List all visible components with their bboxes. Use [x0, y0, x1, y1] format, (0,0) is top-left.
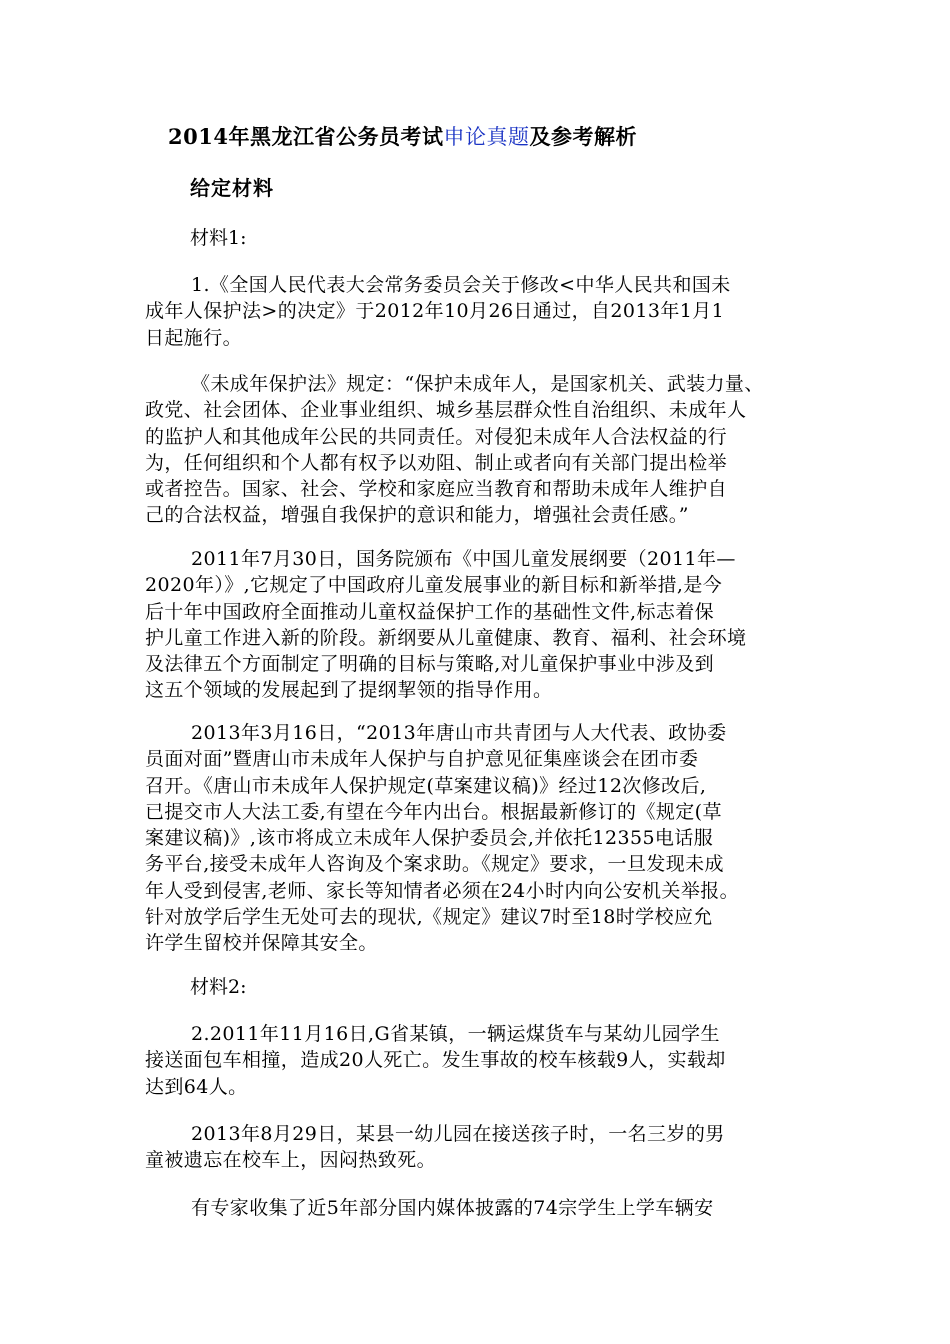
paragraph-line: 1.《全国人民代表大会常务委员会关于修改<中华人民共和国未 — [191, 274, 731, 296]
paragraph-line: 《未成年保护法》规定：“保护未成年人，是国家机关、武装力量、 — [191, 373, 764, 395]
paragraph-line: 的监护人和其他成年公民的共同责任。对侵犯未成年人合法权益的行 — [145, 425, 728, 448]
paragraph-line: 日起施行。 — [145, 326, 243, 349]
paragraph-3 — [145, 546, 815, 704]
paragraph-line: 童被遗忘在校车上，因闷热致死。 — [145, 1149, 437, 1172]
paragraph-line: 2.2011年11月16日,G省某镇，一辆运煤货车与某幼儿园学生 — [191, 1023, 720, 1045]
paragraph-line: 员面对面”暨唐山市未成年人保护与自护意见征集座谈会在团市委 — [145, 748, 699, 771]
paragraph-line: 年人受到侵害,老师、家长等知情者必须在24小时内向公安机关举报。 — [145, 879, 740, 902]
paragraph-line: 达到64人。 — [145, 1075, 248, 1098]
paragraph-line: 许学生留校并保障其安全。 — [145, 932, 378, 955]
paragraph-line: 己的合法权益，增强自我保护的意识和能力，增强社会责任感。” — [145, 504, 689, 527]
paragraph-line: 已提交市人大法工委,有望在今年内出台。根据最新修订的《规定(草 — [145, 800, 722, 823]
document-title — [168, 122, 637, 152]
paragraph-5 — [145, 1021, 815, 1100]
paragraph-1 — [145, 272, 815, 351]
material2-label: 材料2: — [190, 976, 247, 998]
paragraph-line: 为，任何组织和个人都有权予以劝阻、制止或者向有关部门提出检举 — [145, 451, 728, 474]
paragraph-line: 护儿童工作进入新的阶段。新纲要从儿童健康、教育、福利、社会环境 — [145, 626, 747, 649]
paragraph-line: 及法律五个方面制定了明确的目标与策略,对儿童保护事业中涉及到 — [145, 653, 715, 676]
paragraph-6 — [145, 1121, 815, 1174]
section-heading: 给定材料 — [190, 176, 274, 200]
paragraph-line: 有专家收集了近5年部分国内媒体披露的74宗学生上学车辆安 — [191, 1197, 714, 1219]
paragraph-line: 2013年8月29日，某县一幼儿园在接送孩子时，一名三岁的男 — [191, 1123, 725, 1145]
paragraph-line: 务平台,接受未成年人咨询及个案求助。《规定》要求，一旦发现未成 — [145, 853, 724, 876]
paragraph-2 — [145, 371, 815, 529]
title-suffix: 及参考解析 — [529, 124, 637, 149]
paragraph-line: 接送面包车相撞，造成20人死亡。发生事故的校车核载9人，实载却 — [145, 1049, 726, 1072]
title-prefix: 2014年黑龙江省公务员考试 — [168, 124, 444, 149]
paragraph-4 — [145, 720, 815, 957]
paragraph-line: 成年人保护法>的决定》于2012年10月26日通过，自2013年1月1 — [145, 300, 725, 323]
title-link[interactable]: 申论真题 — [443, 125, 530, 149]
paragraph-line: 政党、社会团体、企业事业组织、城乡基层群众性自治组织、未成年人 — [145, 399, 747, 422]
paragraph-line: 2020年）》,它规定了中国政府儿童发展事业的新目标和新举措,是今 — [145, 574, 723, 597]
paragraph-line: 2013年3月16日，“2013年唐山市共青团与人大代表、政协委 — [191, 722, 727, 744]
paragraph-line: 召开。《唐山市未成年人保护规定(草案建议稿)》经过12次修改后, — [145, 774, 707, 797]
material1-label: 材料1: — [190, 227, 247, 249]
paragraph-7 — [145, 1195, 815, 1221]
paragraph-line: 这五个领域的发展起到了提纲挈领的指导作用。 — [145, 679, 553, 702]
paragraph-line: 后十年中国政府全面推动儿童权益保护工作的基础性文件,标志着保 — [145, 600, 715, 623]
paragraph-line: 或者控告。国家、社会、学校和家庭应当教育和帮助未成年人维护自 — [145, 478, 728, 501]
paragraph-line: 2011年7月30日，国务院颁布《中国儿童发展纲要（2011年— — [191, 548, 736, 570]
paragraph-line: 案建议稿)》,该市将成立未成年人保护委员会,并依托12355电话服 — [145, 827, 714, 850]
paragraph-line: 针对放学后学生无处可去的现状,《规定》建议7时至18时学校应允 — [145, 906, 713, 929]
